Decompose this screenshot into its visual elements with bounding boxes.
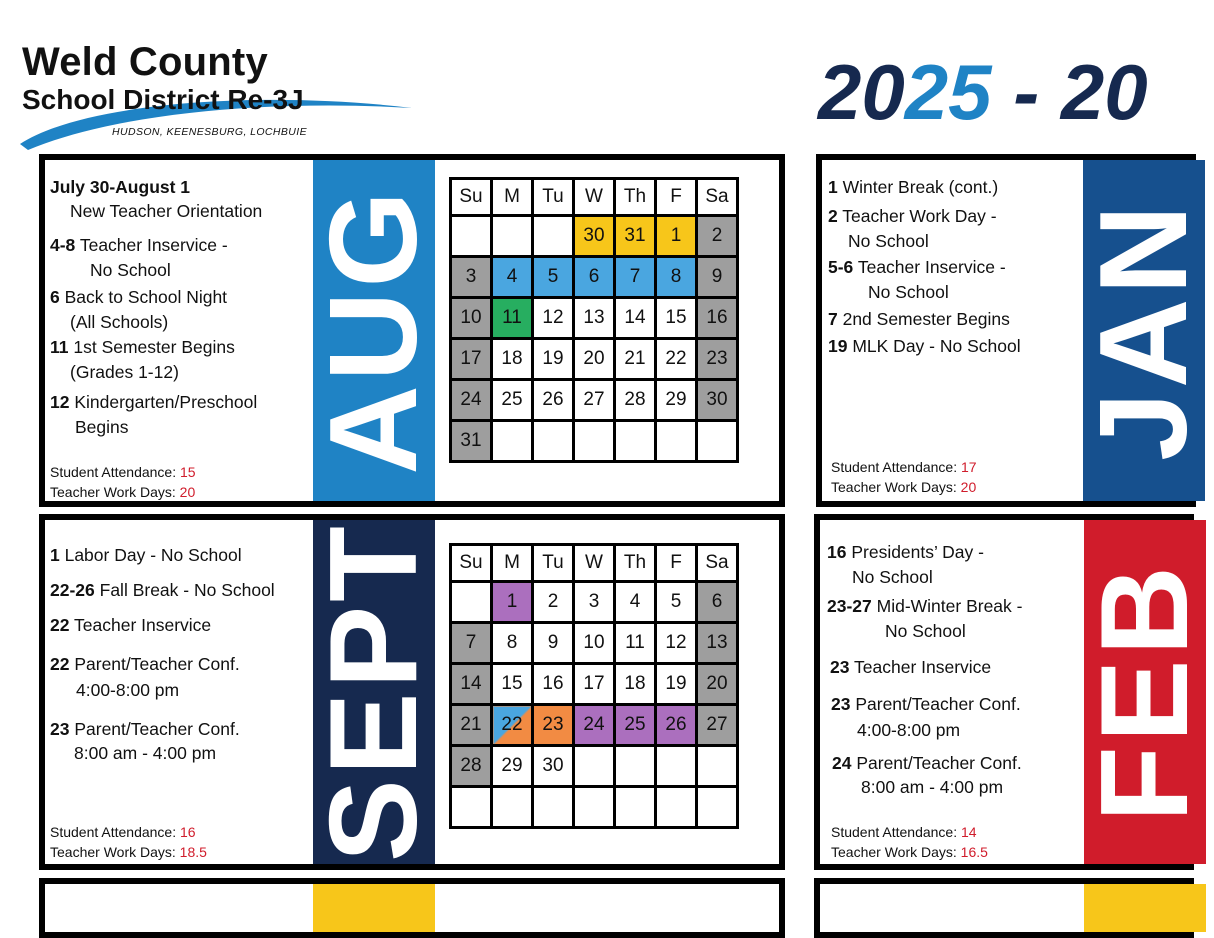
event-line: 7 2nd Semester Begins — [828, 309, 1010, 329]
month-panel-feb — [814, 514, 1214, 870]
calendar-day-cell: 24 — [574, 705, 615, 746]
calendar-day-cell: 26 — [533, 380, 574, 421]
month-band-feb — [1076, 520, 1214, 864]
calendar-empty-cell — [574, 746, 615, 787]
event-line: Begins — [75, 417, 129, 437]
calendar-day-cell: 21 — [451, 705, 492, 746]
calendar-day-cell: 9 — [697, 257, 738, 298]
calendar-day-cell: 30 — [533, 746, 574, 787]
calendar-day-cell: 27 — [697, 705, 738, 746]
calendar-day-cell: 8 — [656, 257, 697, 298]
calendar-empty-cell — [697, 746, 738, 787]
calendar-day-cell: 17 — [451, 339, 492, 380]
calendar-week-row — [451, 298, 738, 339]
calendar-day-cell: 5 — [656, 582, 697, 623]
calendar-day-cell: 12 — [533, 298, 574, 339]
year-part-rest: - 20 — [991, 48, 1148, 136]
calendar-day-cell: 18 — [492, 339, 533, 380]
calendar-day-cell: 25 — [492, 380, 533, 421]
calendar-day-cell: 28 — [451, 746, 492, 787]
calendar-day-cell: 23 — [533, 705, 574, 746]
calendar-grid-sept — [449, 543, 739, 829]
district-name-line1: Weld County — [22, 40, 268, 84]
event-line: 24 Parent/Teacher Conf. — [832, 753, 1022, 773]
weekday-header: Su — [451, 545, 492, 582]
event-line: 22 Teacher Inservice — [50, 615, 212, 635]
calendar-day-cell: 13 — [697, 623, 738, 664]
month-band-aug — [305, 160, 443, 501]
teacher-workdays-jan: Teacher Work Days: 20 — [831, 479, 977, 495]
calendar-week-row — [451, 746, 738, 787]
calendar-week-row — [451, 623, 738, 664]
calendar-day-cell: 22 — [492, 705, 533, 746]
event-line: 12 Kindergarten/Preschool — [50, 392, 258, 412]
teacher-workdays-feb: Teacher Work Days: 16.5 — [831, 844, 988, 860]
calendar-day-cell: 8 — [492, 623, 533, 664]
calendar-day-cell: 4 — [492, 257, 533, 298]
weekday-header: Tu — [533, 179, 574, 216]
calendar-day-cell: 19 — [533, 339, 574, 380]
calendar-empty-cell — [492, 216, 533, 257]
district-name-line2: School District Re-3J — [22, 84, 304, 115]
student-attendance-sept: Student Attendance: 16 — [50, 824, 196, 840]
teacher-workdays-aug: Teacher Work Days: 20 — [50, 484, 196, 500]
event-line: No School — [90, 260, 171, 280]
event-line: 4:00-8:00 pm — [76, 680, 180, 700]
calendar-empty-cell — [451, 582, 492, 623]
teacher-workdays-sept: Teacher Work Days: 18.5 — [50, 844, 207, 860]
calendar-empty-cell — [656, 746, 697, 787]
calendar-empty-cell — [615, 787, 656, 828]
calendar-empty-cell — [533, 216, 574, 257]
calendar-week-row — [451, 705, 738, 746]
event-line: 8:00 am - 4:00 pm — [74, 743, 217, 763]
event-line: 23 Parent/Teacher Conf. — [50, 719, 240, 739]
student-attendance-jan: Student Attendance: 17 — [831, 459, 977, 475]
calendar-day-cell: 11 — [615, 623, 656, 664]
weekday-header: W — [574, 545, 615, 582]
event-line: 11 1st Semester Begins — [50, 337, 235, 357]
calendar-day-cell: 5 — [533, 257, 574, 298]
calendar-week-row — [451, 216, 738, 257]
weekday-header: Sa — [697, 179, 738, 216]
weekday-header-row — [451, 179, 738, 216]
calendar-day-cell: 17 — [574, 664, 615, 705]
calendar-day-cell: 20 — [697, 664, 738, 705]
calendar-day-cell: 14 — [451, 664, 492, 705]
month-label-sept: SEPT — [305, 522, 443, 862]
calendar-day-cell: 7 — [451, 623, 492, 664]
calendar-empty-cell — [574, 421, 615, 462]
calendar-day-cell: 23 — [697, 339, 738, 380]
event-line: 22 Parent/Teacher Conf. — [50, 654, 240, 674]
event-line: 8:00 am - 4:00 pm — [861, 777, 1004, 797]
calendar-empty-cell — [697, 421, 738, 462]
calendar-day-cell: 10 — [451, 298, 492, 339]
school-year-title — [818, 48, 1148, 136]
calendar-day-cell: 21 — [615, 339, 656, 380]
event-line: 6 Back to School Night — [50, 287, 228, 307]
calendar-week-row — [451, 582, 738, 623]
month-panel-jan — [816, 154, 1213, 507]
event-line: 23 Teacher Inservice — [830, 657, 992, 677]
calendar-day-cell: 7 — [615, 257, 656, 298]
weekday-header: Tu — [533, 545, 574, 582]
calendar-day-cell: 20 — [574, 339, 615, 380]
calendar-day-cell: 13 — [574, 298, 615, 339]
calendar-day-cell: 22 — [656, 339, 697, 380]
calendar-empty-cell — [697, 787, 738, 828]
calendar-week-row — [451, 664, 738, 705]
event-line: No School — [848, 231, 929, 251]
calendar-day-cell: 2 — [533, 582, 574, 623]
weekday-header: Su — [451, 179, 492, 216]
weekday-header: W — [574, 179, 615, 216]
event-line: 4:00-8:00 pm — [857, 720, 961, 740]
calendar-day-cell: 31 — [451, 421, 492, 462]
calendar-day-cell: 6 — [697, 582, 738, 623]
weekday-header: F — [656, 545, 697, 582]
calendar-day-cell: 15 — [656, 298, 697, 339]
calendar-day-cell: 1 — [492, 582, 533, 623]
weekday-header: M — [492, 179, 533, 216]
year-part-dark: 20 — [818, 48, 905, 136]
calendar-day-cell: 30 — [574, 216, 615, 257]
calendar-week-row — [451, 787, 738, 828]
calendar-empty-cell — [656, 421, 697, 462]
calendar-day-cell: 24 — [451, 380, 492, 421]
calendar-week-row — [451, 421, 738, 462]
calendar-empty-cell — [533, 421, 574, 462]
calendar-empty-cell — [615, 746, 656, 787]
month-label-feb: FEB — [1076, 562, 1214, 822]
month-panel-next-right — [814, 878, 1194, 938]
event-line: 1 Winter Break (cont.) — [828, 177, 999, 197]
month-band-jan — [1075, 160, 1213, 501]
weekday-header: Th — [615, 545, 656, 582]
event-line: 2 Teacher Work Day - — [828, 206, 997, 226]
calendar-day-cell: 29 — [656, 380, 697, 421]
event-line: 22-26 Fall Break - No School — [50, 580, 275, 600]
event-line: 5-6 Teacher Inservice - — [828, 257, 1006, 277]
month-panel-aug — [39, 154, 785, 507]
district-towns: HUDSON, KEENESBURG, LOCHBUIE — [112, 126, 307, 138]
calendar-day-cell: 11 — [492, 298, 533, 339]
event-line: 1 Labor Day - No School — [50, 545, 242, 565]
calendar-day-cell: 14 — [615, 298, 656, 339]
calendar-day-cell: 3 — [574, 582, 615, 623]
event-line: 23 Parent/Teacher Conf. — [831, 694, 1021, 714]
weekday-header-row — [451, 545, 738, 582]
calendar-empty-cell — [656, 787, 697, 828]
calendar-day-cell: 3 — [451, 257, 492, 298]
calendar-week-row — [451, 257, 738, 298]
year-part-light: 25 — [904, 48, 992, 136]
calendar-day-cell: 10 — [574, 623, 615, 664]
calendar-week-row — [451, 339, 738, 380]
month-panel-next-left — [39, 878, 785, 938]
calendar-day-cell: 1 — [656, 216, 697, 257]
month-band-next-right — [1084, 884, 1206, 932]
calendar-day-cell: 26 — [656, 705, 697, 746]
event-line: No School — [852, 567, 933, 587]
calendar-day-cell: 29 — [492, 746, 533, 787]
event-line: (All Schools) — [70, 312, 169, 332]
event-line: New Teacher Orientation — [70, 201, 263, 221]
event-line: July 30-August 1 — [50, 177, 191, 197]
calendar-empty-cell — [451, 216, 492, 257]
calendar-day-cell: 18 — [615, 664, 656, 705]
calendar-day-cell: 6 — [574, 257, 615, 298]
calendar-empty-cell — [492, 421, 533, 462]
weekday-header: M — [492, 545, 533, 582]
weekday-header: Sa — [697, 545, 738, 582]
weekday-header: Th — [615, 179, 656, 216]
event-line: 4-8 Teacher Inservice - — [50, 235, 228, 255]
student-attendance-aug: Student Attendance: 15 — [50, 464, 196, 480]
calendar-week-row — [451, 380, 738, 421]
calendar-day-cell: 2 — [697, 216, 738, 257]
month-band-next-left — [313, 884, 435, 932]
calendar-empty-cell — [574, 787, 615, 828]
calendar-empty-cell — [492, 787, 533, 828]
event-line: No School — [868, 282, 949, 302]
weekday-header: F — [656, 179, 697, 216]
calendar-day-cell: 19 — [656, 664, 697, 705]
calendar-empty-cell — [533, 787, 574, 828]
event-line: 23-27 Mid-Winter Break - — [827, 596, 1023, 616]
event-line: (Grades 1-12) — [70, 362, 179, 382]
calendar-day-cell: 31 — [615, 216, 656, 257]
calendar-day-cell: 16 — [533, 664, 574, 705]
calendar-empty-cell — [615, 421, 656, 462]
calendar-day-cell: 12 — [656, 623, 697, 664]
calendar-day-cell: 27 — [574, 380, 615, 421]
calendar-grid-aug — [449, 177, 739, 463]
calendar-empty-cell — [451, 787, 492, 828]
month-label-aug: AUG — [305, 186, 443, 475]
calendar-day-cell: 15 — [492, 664, 533, 705]
calendar-day-cell: 30 — [697, 380, 738, 421]
calendar-day-cell: 25 — [615, 705, 656, 746]
event-line: 19 MLK Day - No School — [828, 336, 1021, 356]
student-attendance-feb: Student Attendance: 14 — [831, 824, 977, 840]
calendar-day-cell: 16 — [697, 298, 738, 339]
event-line: No School — [885, 621, 966, 641]
month-label-jan: JAN — [1075, 200, 1213, 461]
month-band-sept — [305, 520, 443, 864]
calendar-day-cell: 28 — [615, 380, 656, 421]
calendar-day-cell: 9 — [533, 623, 574, 664]
calendar-day-cell: 4 — [615, 582, 656, 623]
event-line: 16 Presidents’ Day - — [827, 542, 984, 562]
month-panel-sept — [39, 514, 785, 870]
